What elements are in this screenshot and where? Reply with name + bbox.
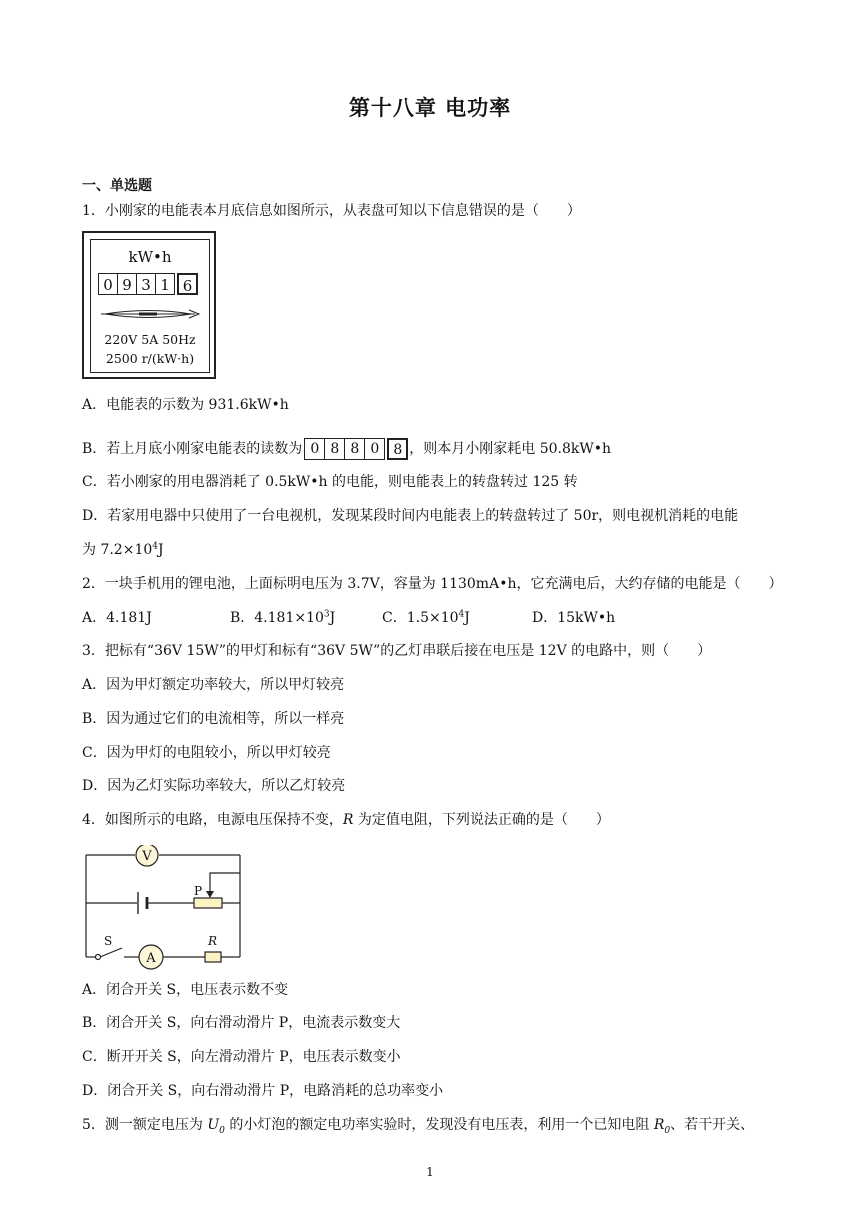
q1-option-c: C．若小刚家的用电器消耗了 0.5kW•h 的电能，则电能表上的转盘转过 125 转 xyxy=(82,474,578,490)
q2-option-d: D．15kW•h xyxy=(532,610,616,626)
slider-label: P xyxy=(194,884,203,898)
q3-stem: 3．把标有“36V 15W”的甲灯和标有“36V 5W”的乙灯串联后接在电压是 12V 的电路中，则（ ） xyxy=(82,643,712,659)
q1-option-d-line1: D．若家用电器中只使用了一台电视机，发现某段时间内电能表上的转盘转过了 50r，则电视机消耗的电能 xyxy=(82,508,739,524)
switch-icon xyxy=(96,955,101,960)
section-heading: 一、单选题 xyxy=(82,178,152,194)
q4-option-b: B．闭合开关 S，向右滑动滑片 P，电流表示数变大 xyxy=(82,1015,401,1031)
voltmeter-label: V xyxy=(142,849,152,864)
q1-option-d-line2 xyxy=(82,540,164,560)
battery-icon xyxy=(138,892,147,914)
q4-stem xyxy=(82,810,610,830)
reading-digit: 0 xyxy=(364,438,385,460)
q4-stem-post: 为定值电阻，下列说法正确的是（ ） xyxy=(353,812,610,828)
q5-pre: 5．测一额定电压为 xyxy=(82,1117,208,1133)
q4-stem-r: R xyxy=(342,812,354,828)
q4-stem-pre: 4．如图所示的电路，电源电压保持不变， xyxy=(82,812,343,828)
q3-option-d: D．因为乙灯实际功率较大，所以乙灯较亮 xyxy=(82,778,346,794)
q4-option-c: C．断开开关 S，向左滑动滑片 P，电压表示数变小 xyxy=(82,1049,401,1065)
circuit-diagram xyxy=(82,845,247,970)
ammeter-label: A xyxy=(146,951,156,966)
q2-b-pre: B．4.181×10 xyxy=(230,610,324,626)
q4-option-a: A．闭合开关 S，电压表示数不变 xyxy=(82,982,289,998)
q5-u-sub: 0 xyxy=(219,1125,225,1136)
q2-option-b xyxy=(230,608,382,628)
q2-options xyxy=(82,608,615,628)
q5-post: 、若干开关、 xyxy=(670,1117,755,1133)
q1-option-b xyxy=(82,438,611,460)
meter-digit: 1 xyxy=(155,273,175,295)
reading-digit: 8 xyxy=(344,438,365,460)
q1-option-b-post: ，则本月小刚家耗电 50.8kW•h xyxy=(409,441,612,457)
q5-r: R xyxy=(653,1117,665,1133)
meter-digit-decimal: 6 xyxy=(177,273,198,295)
q5-stem xyxy=(82,1115,754,1135)
meter-digits xyxy=(98,273,197,295)
reading-digits xyxy=(304,438,407,460)
q1-stem: 1．小刚家的电能表本月底信息如图所示，从表盘可知以下信息错误的是（ ） xyxy=(82,203,581,219)
q4-option-d: D．闭合开关 S，向右滑动滑片 P，电路消耗的总功率变小 xyxy=(82,1083,444,1099)
page-number: 1 xyxy=(426,1165,434,1179)
switch-label: S xyxy=(104,934,113,948)
meter-digit: 0 xyxy=(98,273,118,295)
meter-digit: 9 xyxy=(117,273,137,295)
q2-c-exp: 4 xyxy=(458,609,465,620)
q3-option-a: A．因为甲灯额定功率较大，所以甲灯较亮 xyxy=(82,677,345,693)
q1-d-pre: 为 7.2×10 xyxy=(82,542,153,558)
q1-option-a: A．电能表的示数为 931.6kW•h xyxy=(82,397,289,413)
meter-unit: kW•h xyxy=(128,248,172,266)
meter-spec-constant: 2500 r/(kW·h) xyxy=(105,351,195,366)
q2-b-exp: 3 xyxy=(323,609,330,620)
q2-option-a: A．4.181J xyxy=(82,610,152,626)
q1-d-post: J xyxy=(158,542,164,558)
q3-option-c: C．因为甲灯的电阻较小，所以甲灯较亮 xyxy=(82,745,331,761)
q5-mid: 的小灯泡的额定电功率实验时，发现没有电压表，利用一个已知电阻 xyxy=(224,1117,654,1133)
q1-d-exp: 4 xyxy=(152,541,158,552)
meter-disc-icon xyxy=(99,306,203,322)
q1-option-b-pre: B．若上月底小刚家电能表的读数为 xyxy=(82,441,303,457)
reading-digit-decimal: 8 xyxy=(387,438,408,460)
q2-c-pre: C．1.5×10 xyxy=(382,610,459,626)
reading-digit: 0 xyxy=(304,438,325,460)
q2-b-post: J xyxy=(329,610,336,626)
rheostat-icon xyxy=(194,898,222,908)
meter-figure xyxy=(82,231,216,379)
resistor-label: R xyxy=(208,934,218,948)
q2-stem: 2．一块手机用的锂电池，上面标明电压为 3.7V，容量为 1130mA•h，它充满电后，大约存储的电能是（ ） xyxy=(82,576,783,592)
reading-digit: 8 xyxy=(324,438,345,460)
q5-u: U xyxy=(207,1117,220,1133)
page-title: 第十八章 电功率 xyxy=(348,96,512,120)
meter-spec-rating: 220V 5A 50Hz xyxy=(104,332,196,347)
q3-option-b: B．因为通过它们的电流相等，所以一样亮 xyxy=(82,711,345,727)
q5-r-sub: 0 xyxy=(664,1125,671,1136)
resistor-icon xyxy=(205,952,221,962)
q2-c-post: J xyxy=(464,610,470,626)
q2-option-c xyxy=(382,608,532,628)
meter-digit: 3 xyxy=(136,273,156,295)
